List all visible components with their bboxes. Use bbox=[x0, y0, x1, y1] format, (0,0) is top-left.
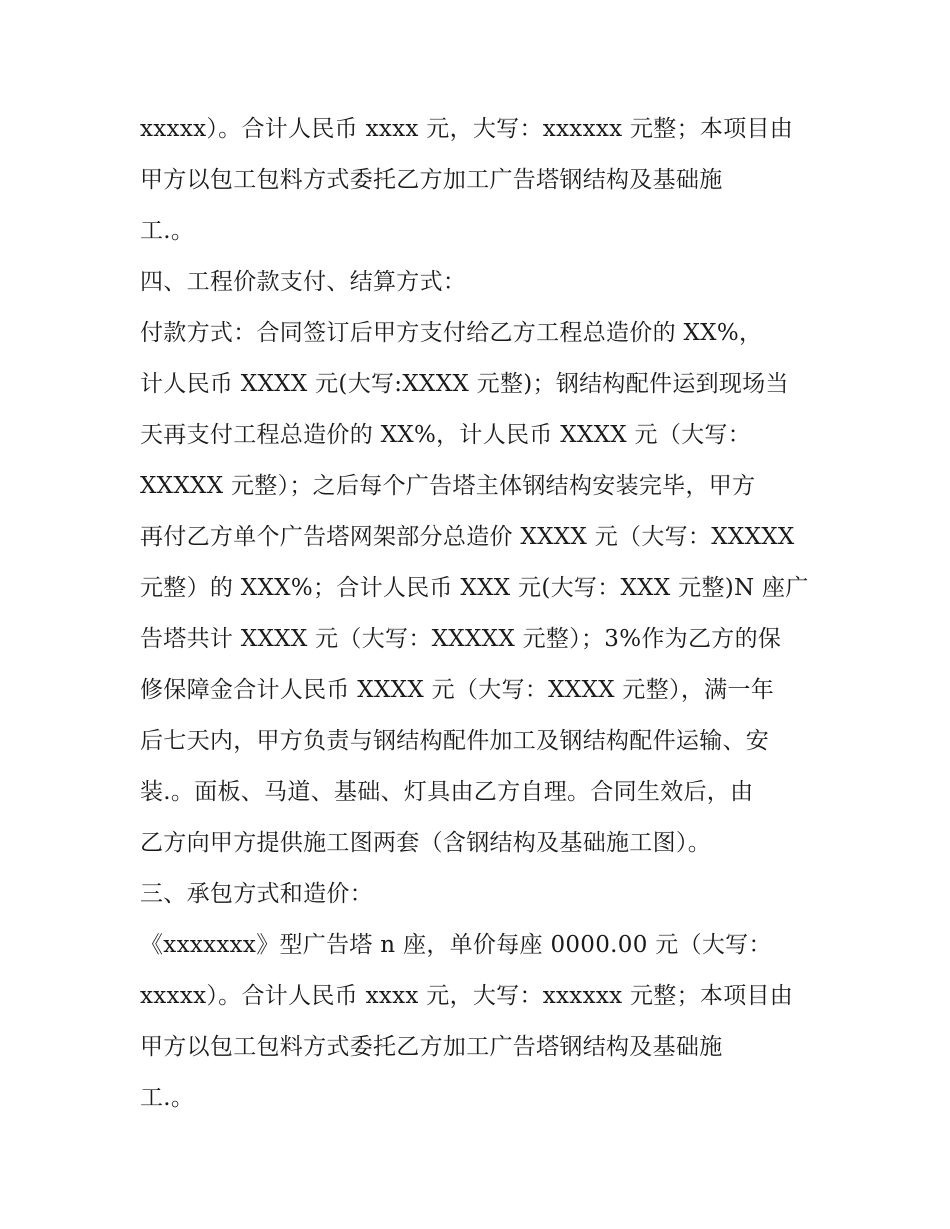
text-line: 天再支付工程总造价的 XX%，计人民币 XXXX 元（大写： bbox=[140, 422, 752, 448]
text-line: 工.。 bbox=[140, 218, 195, 244]
text-line: 甲方以包工包料方式委托乙方加工广告塔钢结构及基础施 bbox=[140, 1034, 723, 1060]
text-line: 后七天内，甲方负责与钢结构配件加工及钢结构配件运输、安 bbox=[140, 728, 770, 754]
text-line: 甲方以包工包料方式委托乙方加工广告塔钢结构及基础施 bbox=[140, 167, 723, 193]
text-line: xxxxx）。合计人民币 xxxx 元，大写：xxxxxx 元整；本项目由 bbox=[140, 983, 794, 1009]
text-line: 告塔共计 XXXX 元（大写：XXXXX 元整）；3%作为乙方的保 bbox=[140, 626, 782, 652]
section-heading-contract-method: 三、承包方式和造价： bbox=[140, 881, 373, 907]
text-line: XXXXX 元整）；之后每个广告塔主体钢结构安装完毕，甲方 bbox=[140, 473, 756, 499]
text-line: xxxxx）。合计人民币 xxxx 元，大写：xxxxxx 元整；本项目由 bbox=[140, 116, 794, 142]
text-line: 装.。面板、马道、基础、灯具由乙方自理。合同生效后，由 bbox=[140, 779, 754, 805]
text-line: 计人民币 XXXX 元(大写:XXXX 元整)；钢结构配件运到现场当 bbox=[140, 371, 789, 397]
document-body bbox=[140, 104, 830, 1124]
text-line: 付款方式：合同签订后甲方支付给乙方工程总造价的 XX%， bbox=[140, 320, 763, 346]
text-line: 再付乙方单个广告塔网架部分总造价 XXXX 元（大写：XXXXX bbox=[140, 524, 795, 550]
section-heading-payment: 四、工程价款支付、结算方式： bbox=[140, 269, 467, 295]
text-line: 修保障金合计人民币 XXXX 元（大写：XXXX 元整），满一年 bbox=[140, 677, 775, 703]
text-line: 元整）的 XXX%；合计人民币 XXX 元(大写：XXX 元整)N 座广 bbox=[140, 575, 809, 601]
text-line: 《xxxxxxx》型广告塔 n 座，单价每座 0000.00 元（大写： bbox=[140, 932, 772, 958]
text-line: 工.。 bbox=[140, 1085, 195, 1111]
text-line: 乙方向甲方提供施工图两套（含钢结构及基础施工图）。 bbox=[140, 830, 711, 856]
